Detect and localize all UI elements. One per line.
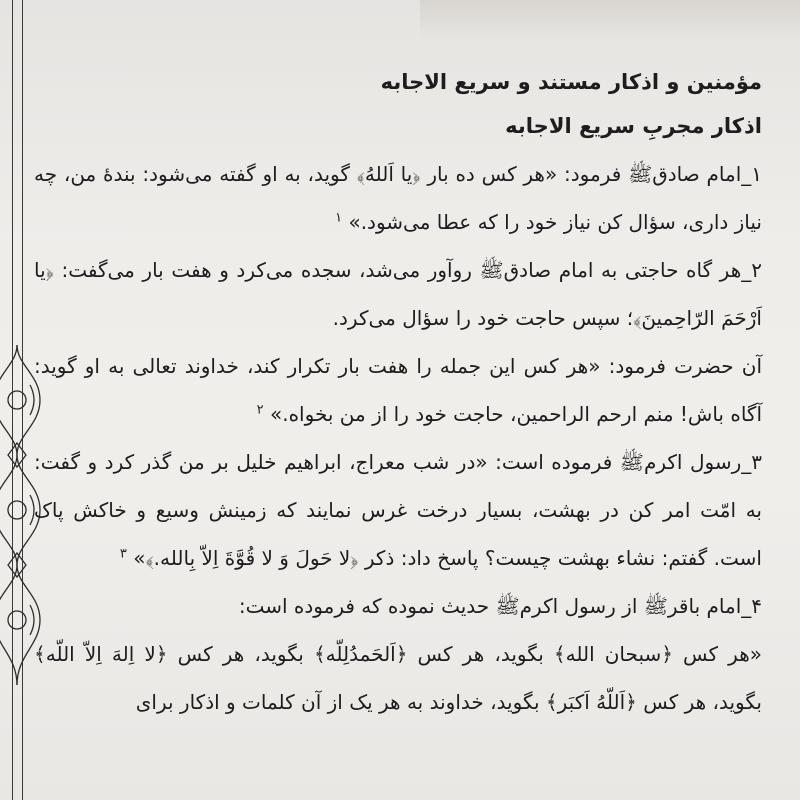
paragraph-text: ۴_امام باقرﷺ از رسول اکرمﷺ حدیث نموده که فرموده است: <box>238 594 762 618</box>
paragraph-1 <box>34 150 762 246</box>
paragraph-6 <box>34 630 762 726</box>
bleed-through-shadow <box>420 0 800 40</box>
paragraph-3 <box>34 342 762 438</box>
paragraph-text: ۳_رسول اکرمﷺ فرموده است: «در شب معراج، ابراهیم خلیل بر من گذر کرد و گفت: به امّت امر کن در بهشت، بسیار درخت غرس نمایند که زمینش وسیع و خاکش پاک است. گفتم: نشاء بهشت چیست؟ پاسخ داد: ذکر ﴿لا حَولَ وَ لا قُوَّةَ اِلاّ بِالله.﴾» <box>34 450 762 570</box>
paragraph-5 <box>34 582 762 630</box>
subsection-heading: اذکار مجربِ سریع الاجابه <box>505 114 762 138</box>
paragraph-text: ۱_امام صادقﷺ فرمود: «هر کس ده بار ﴿یا اَللهُ﴾ گوید، به او گفته می‌شود: بندهٔ من، چه نیاز داری، سؤال کن نیاز خود را که عطا می‌شود.» <box>34 162 762 234</box>
page-text <box>34 60 762 726</box>
footnote-marker: ۱ <box>335 210 343 226</box>
paragraph-text: «هر کس ﴿سبحان الله﴾ بگوید، هر کس ﴿اَلحَمدُلِلّه﴾ بگوید، هر کس ﴿لا اِلهَ اِلاّ اللّه﴾ بگوید، هر کس ﴿اَللّهُ اَکبَر﴾ بگوید، خداوند به هر یک از آن کلمات و اذکار برای <box>34 642 762 714</box>
paragraph-text: آن حضرت فرمود: «هر کس این جمله را هفت بار تکرار کند، خداوند تعالی به او گوید: آگاه باش! منم ارحم الراحمین، حاجت خود را از من بخواه.» <box>34 354 762 426</box>
footnote-marker: ۲ <box>256 402 264 418</box>
section-heading: مؤمنین و اذکار مستند و سریع الاجابه <box>380 70 762 94</box>
footnote-marker: ۳ <box>119 546 127 562</box>
paragraph-2 <box>34 246 762 342</box>
paragraph-text: ۲_هر گاه حاجتی به امام صادقﷺ روآور می‌شد، سجده می‌کرد و هفت بار می‌گفت: ﴿یا اَرْحَمَ الرّاحِمینَ﴾؛ سپس حاجت خود را سؤال می‌کرد. <box>34 258 762 330</box>
paragraph-4 <box>34 438 762 582</box>
